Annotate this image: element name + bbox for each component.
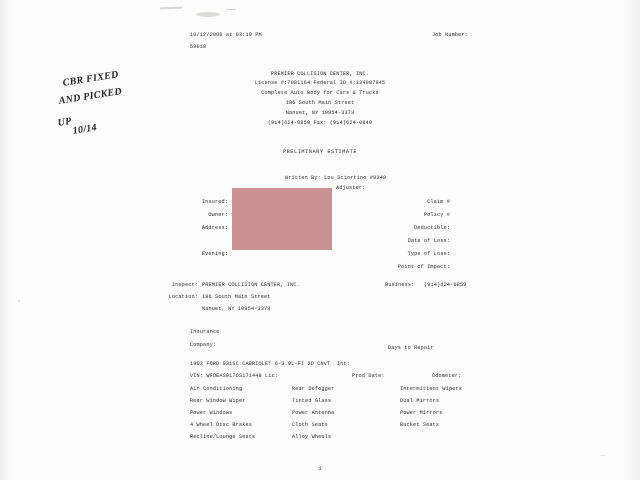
scan-artifact-left-mid bbox=[18, 300, 20, 302]
option-item: Alloy Wheels bbox=[292, 434, 332, 440]
option-item: Tinted Glass bbox=[292, 398, 332, 404]
label-type-of-loss: Type of Loss: bbox=[407, 251, 450, 257]
label-inspect: Inspect: bbox=[171, 282, 198, 288]
company-name: PREMIER COLLISION CENTER, INC. bbox=[271, 71, 369, 77]
company-phone: (914)624-0859 Fax: (914)624-0849 bbox=[267, 120, 373, 126]
label-evening: Evening: bbox=[201, 251, 228, 257]
inspect-location-name: PREMIER COLLISION CENTER, INC. bbox=[202, 282, 300, 288]
vehicle-vin: VIN: WFOEAS917OS171448 Lic: bbox=[190, 373, 279, 379]
option-item: Power Mirrors bbox=[400, 410, 443, 416]
written-by: Written By: Lou Sciortino #8340 bbox=[285, 175, 387, 181]
handwritten-note-line-1: CBR FIXED bbox=[62, 69, 120, 89]
handwritten-note-line-2: AND PICKED bbox=[58, 86, 123, 107]
scan-edge-right bbox=[624, 0, 640, 480]
redacted-customer-info bbox=[232, 188, 332, 250]
option-item: Bucket Seats bbox=[400, 422, 440, 428]
label-prod-date: Prod Date: bbox=[352, 373, 385, 379]
scan-edge-left bbox=[0, 0, 14, 480]
business-phone: (914)624-0859 bbox=[424, 282, 467, 288]
scan-artifact-bottom bbox=[600, 455, 606, 456]
document-number: 59018 bbox=[190, 44, 207, 50]
adjuster-label: Adjuster: bbox=[336, 185, 366, 191]
option-item: Power Windows bbox=[190, 410, 233, 416]
company-city-state-zip: Nanuet, NY 10954-3373 bbox=[285, 110, 355, 116]
option-item: Power Antenna bbox=[292, 410, 335, 416]
option-item: Intermittent Wipers bbox=[400, 386, 462, 392]
document-datetime: 10/12/2000 at 03:19 PM bbox=[190, 32, 262, 38]
scan-artifact-top-right bbox=[226, 9, 236, 10]
label-deductible: Deductible: bbox=[414, 225, 450, 231]
handwritten-note-line-3: UP bbox=[57, 115, 73, 129]
option-item: Dual Mirrors bbox=[400, 398, 440, 404]
page-number: 1 bbox=[318, 466, 322, 472]
inspect-location-city: Nanuet, NY 10954-3373 bbox=[202, 306, 271, 312]
label-business: Business: bbox=[385, 282, 415, 288]
document-title: PRELIMINARY ESTIMATE bbox=[282, 149, 358, 155]
label-insured: Insured: bbox=[201, 199, 228, 205]
label-owner: Owner: bbox=[208, 212, 228, 218]
vehicle-description: 1993 FORD 931SC CABRIOLET 6-3.0L-FI 2D CNVT Int: bbox=[190, 361, 350, 367]
option-item: Rear Window Wiper bbox=[190, 398, 246, 404]
company-tagline: Complete Auto Body for Cars & Trucks bbox=[261, 90, 379, 96]
option-item: Cloth Seats bbox=[292, 422, 328, 428]
company-address: 186 South Main Street bbox=[285, 100, 355, 106]
label-point-of-impact: Point of Impact: bbox=[397, 264, 450, 270]
option-item: Recline/Lounge Seats bbox=[190, 434, 256, 440]
label-days-to-repair: Days to Repair bbox=[388, 345, 434, 351]
label-insurance-company: Company: bbox=[190, 342, 217, 348]
option-item: Air Conditioning bbox=[190, 386, 243, 392]
inspect-location-address: 186 South Main Street bbox=[202, 294, 271, 300]
job-number-label: Job Number: bbox=[432, 32, 468, 38]
label-claim-number: Claim # bbox=[427, 199, 450, 205]
label-insurance: Insurance bbox=[190, 329, 220, 335]
company-license: License #:7081164 Federal ID #:134087945 bbox=[254, 80, 386, 86]
option-item: 4 Wheel Disc Brakes bbox=[190, 422, 252, 428]
handwritten-note-line-4: 10/14 bbox=[72, 122, 98, 137]
label-policy-number: Policy # bbox=[423, 212, 450, 218]
label-odometer: Odometer: bbox=[432, 373, 462, 379]
label-date-of-loss: Date of Loss: bbox=[407, 238, 450, 244]
scan-artifact-staple bbox=[196, 12, 220, 17]
option-item: Rear Defogger bbox=[292, 386, 335, 392]
label-address: Address: bbox=[201, 225, 228, 231]
label-location: Location: bbox=[168, 294, 198, 300]
